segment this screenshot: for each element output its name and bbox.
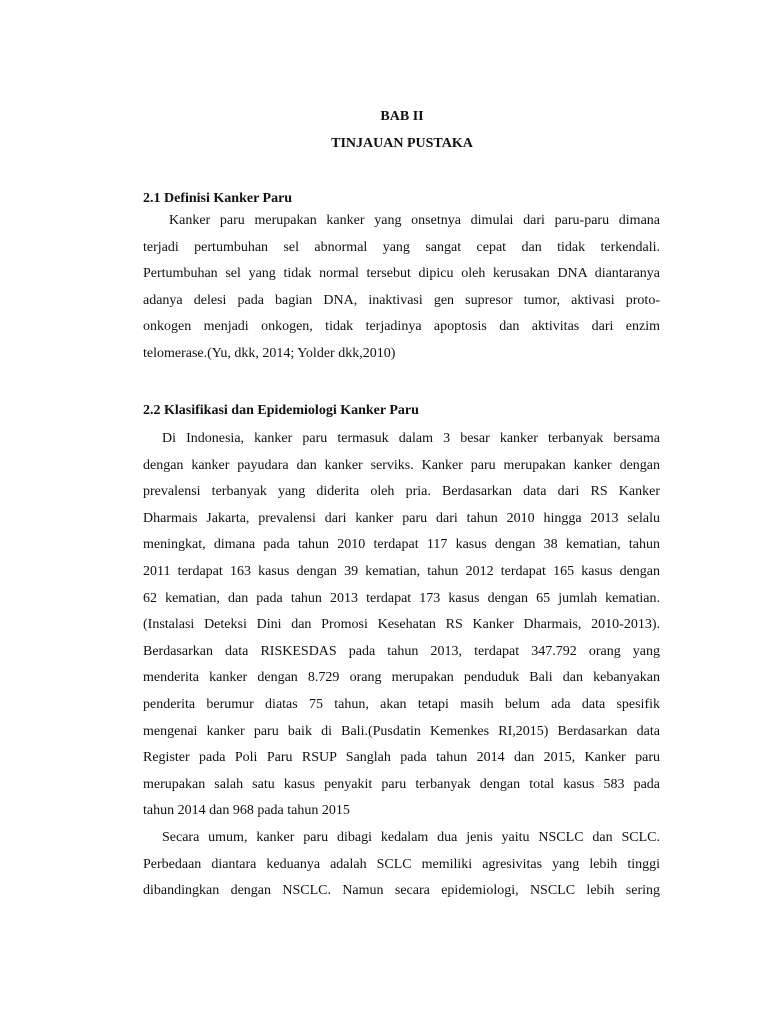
chapter-title: TINJAUAN PUSTAKA [331,136,473,151]
paragraph-line: adanya delesi pada bagian DNA, inaktivasi gen supresor tumor, aktivasi proto- [143,292,660,308]
paragraph-line: penderita berumur diatas 75 tahun, akan tetapi masih belum ada data spesifik [143,696,660,712]
paragraph-definisi [143,208,660,368]
paragraph-line: telomerase.(Yu, dkk, 2014; Yolder dkk,2010) [143,345,396,361]
paragraph-line: terjadi pertumbuhan sel abnormal yang sangat cepat dan tidak terkendali. [143,239,660,255]
paragraph-line: 2011 terdapat 163 kasus dengan 39 kematian, tahun 2012 terdapat 165 kasus dengan [143,563,660,579]
paragraph-line: Perbedaan diantara keduanya adalah SCLC memiliki agresivitas yang lebih tinggi [143,856,660,872]
paragraph-line: Pertumbuhan sel yang tidak normal tersebut dipicu oleh kerusakan DNA diantaranya [143,266,660,282]
paragraph-epidemiologi [143,426,660,825]
paragraph-line: 62 kematian, dan pada tahun 2013 terdapat 173 kasus dengan 65 jumlah kematian. [143,590,660,606]
section-heading-2-1: 2.1 Definisi Kanker Paru [143,191,293,206]
paragraph-line: menderita kanker dengan 8.729 orang merupakan penduduk Bali dan kebanyakan [143,670,660,686]
paragraph-line: tahun 2014 dan 968 pada tahun 2015 [143,803,350,819]
paragraph-line: prevalensi terbanyak yang diderita oleh pria. Berdasarkan data dari RS Kanker [143,484,660,500]
paragraph-line: Kanker paru merupakan kanker yang onsetnya dimulai dari paru-paru dimana [169,213,660,228]
section-heading-2-2: 2.2 Klasifikasi dan Epidemiologi Kanker Paru [143,403,419,418]
paragraph-line: (Instalasi Deteksi Dini dan Promosi Kesehatan RS Kanker Dharmais, 2010-2013). [143,617,660,633]
paragraph-jenis-kanker [143,825,660,905]
paragraph-line: merupakan salah satu kasus penyakit paru terbanyak dengan total kasus 583 pada [143,776,660,792]
paragraph-line: Di Indonesia, kanker paru termasuk dalam 3 besar kanker terbanyak bersama [162,431,660,446]
paragraph-line: Secara umum, kanker paru dibagi kedalam dua jenis yaitu NSCLC dan SCLC. [162,830,660,845]
paragraph-line: onkogen menjadi onkogen, tidak terjadinya apoptosis dan aktivitas dari enzim [143,319,660,335]
paragraph-line: meningkat, dimana pada tahun 2010 terdapat 117 kasus dengan 38 kematian, tahun [143,537,660,553]
paragraph-line: Dharmais Jakarta, prevalensi dari kanker paru dari tahun 2010 hingga 2013 selalu [143,510,660,526]
paragraph-line: dengan kanker payudara dan kanker serviks. Kanker paru merupakan kanker dengan [143,457,660,473]
paragraph-line: Register pada Poli Paru RSUP Sanglah pada tahun 2014 dan 2015, Kanker paru [143,750,660,766]
chapter-number: BAB II [380,109,424,124]
paragraph-line: Berdasarkan data RISKESDAS pada tahun 2013, terdapat 347.792 orang yang [143,643,660,659]
paragraph-line: mengenai kanker paru baik di Bali.(Pusdatin Kemenkes RI,2015) Berdasarkan data [143,723,660,739]
paragraph-line: dibandingkan dengan NSCLC. Namun secara epidemiologi, NSCLC lebih sering [143,883,660,899]
